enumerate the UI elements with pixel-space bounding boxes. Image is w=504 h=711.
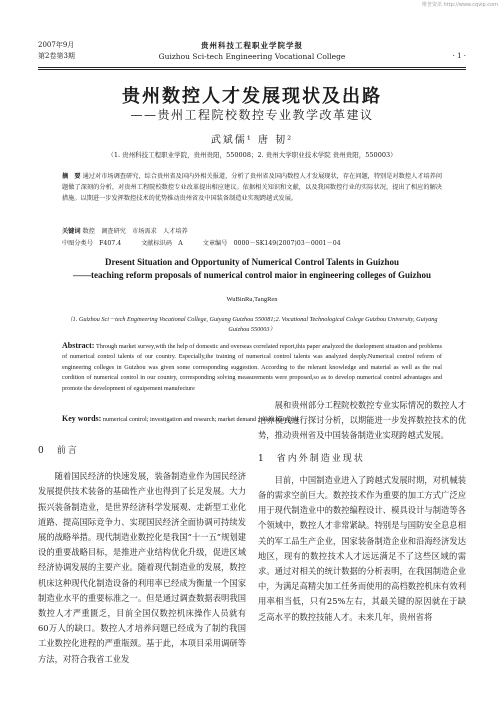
journal-name <box>38 40 466 62</box>
issue-volume: 第2卷第3期 <box>38 52 75 60</box>
english-authors: WuBinRu,TangRen <box>226 296 278 303</box>
keywords-cn <box>62 226 188 235</box>
english-abstract-text: Through market survey,with the help of domestic and overseas correlated report,this paper analyzed the duelopment situation and problems of numerical control talents of our country. Especially,the training of numerical control talents was analyzed deeply.Numerical control reform of engineering colleges in Guizhou was given some corresponding suggestion. According to the relerant knowledge and material as well as the real cordition of numerical control in our country, corresponding solving measurements were proposed,so as to develop numerical control advantages and promote the development of eguipement manufecture <box>62 343 442 392</box>
english-abstract-label: Abstract: <box>62 341 95 350</box>
english-affiliation: （1. Guizhou Sci－tech Engineering Vocational College, Guiyang Guizhou 550081;2. Vocational Technological Colege Guizhou University, Guiyang Guizhou 550003） <box>66 316 438 333</box>
journal-name-en: Guizhou Sci-tech Engineering Vocational College <box>158 52 346 61</box>
section-heading-intro: 0 前言 <box>38 446 79 456</box>
paper-title: 贵州数控人才发展现状及出路 <box>122 86 382 107</box>
section-heading-status: 1 省内外制造业现状 <box>258 453 365 464</box>
abstract-cn <box>62 171 442 204</box>
author-affiliation: （1. 贵州科技工程职业学院，贵州贵阳，550008；2. 贵州大学职业技术学院 贵州贵阳，550003） <box>107 151 397 159</box>
abstract-cn-label: 摘 要 <box>62 173 81 180</box>
english-title <box>0 256 504 282</box>
watermark: 维普资讯 http://www.cqvip.com <box>421 2 498 8</box>
page-number: · 1 · <box>452 52 466 60</box>
document-code: 文献标识码 A <box>141 240 183 247</box>
english-abstract <box>62 341 442 394</box>
classification-line <box>62 238 442 247</box>
english-keywords-text: numerical control; investigation and research; market demand ; talent trainging <box>102 416 299 423</box>
paper-subtitle: ——贵州工程院校数控专业教学改革建议 <box>130 108 374 122</box>
english-title-main: Dresent Situation and Opportunity of Numerical Control Talents in Guizhou <box>105 257 399 267</box>
issue-date: 2007年9月 <box>38 41 75 49</box>
english-title-sub: ——teaching reform proposals of numerical control maior in engineering colleges of Guizhou <box>72 270 432 280</box>
keywords-cn-text: 数控 调查研究 市场需求 人才培养 <box>82 228 188 235</box>
author-list: 武斌儒¹ 唐 韧² <box>210 135 294 146</box>
running-header <box>38 40 466 68</box>
right-column <box>258 398 466 625</box>
header-rule-thin <box>38 69 466 70</box>
english-keywords-label: Key words: <box>62 414 102 423</box>
intro-paragraph-continued: 展和贵州部分工程院校数控专业实际情况的数控人才培养模式进行探讨分析，以期能进一步发挥数控技术的优势，推动贵州省及中国装备制造业实现跨越式发展。 <box>258 400 466 441</box>
intro-paragraph: 随着国民经济的快速发展，装备制造业作为国民经济发展提供技术装备的基础性产业也得到了长足发展。大力振兴装备制造业，是世界经济科学发展观、走新型工业化道路、提高国际竞争力、实现国民经济全面协调可持续发展的战略举措。现代制造业数控化是我国“十一五”规划建设的重要战略目标，是推进产业结构优化升级，促进区域经济协调发展的主要产业。随着现代制造业的发展，数控机床这种现代化制造设备的利用率已经成为衡量一个国家制造业水平的重要标准之一。但是通过调查数据表明我国数控人才严重匮乏，目前全国仅数控机床操作人员就有60万人的缺口。数控人才培养问题已经成为了制约我国工业数控化进程的严重瓶颈。基于此，本项目采用调研等方法，对符合我省工业发 <box>38 471 246 664</box>
status-paragraph: 目前，中国制造业进入了跨越式发展时期，对机械装备的需求空前巨大。数控技术作为重要的加工方式广泛应用于现代制造业中的数控编程设计、模具设计与制造等各个领域中，数控人才非常紧缺。特别是与国防安全息息相关的军工品生产企业，国家装备制造企业和沿海经济发达地区，现有的数控技术人才远远满足不了这些区域的需求。通过对相关的统计数据的分析表明，在我国制造企业中，为满足高精尖加工任务而使用的高档数控机床有效利用率相当低，只有25%左右，其最关键的原因就在于缺乏高水平的数控技能人才。未来几年，贵州省将 <box>258 474 466 622</box>
left-column <box>38 444 246 667</box>
clc-number: 中图分类号 F407.4 <box>62 240 122 247</box>
abstract-cn-text: 通过对市场调查研究，综合贵州省及国内外相关报道，分析了贵州省及国内数控人才发展现状，存在问题，特别是对数控人才培养问题做了深刻的分析，对贵州工程院校数控专业改革提出相应建议。依据相关知识和文献，以及我国数控行业的实际状况，提出了相应的解决措施。以期进一步发挥数控技术的优势推动贵州省及中国装备制造业实现跨越式发展。 <box>62 173 443 202</box>
journal-name-cn: 贵州科技工程职业学院学报 <box>201 41 303 50</box>
keywords-cn-label: 关键词 <box>62 228 81 235</box>
article-number: 文章编号 0000－SK149(2007)03－0001－04 <box>202 240 341 247</box>
header-rule <box>38 67 466 68</box>
